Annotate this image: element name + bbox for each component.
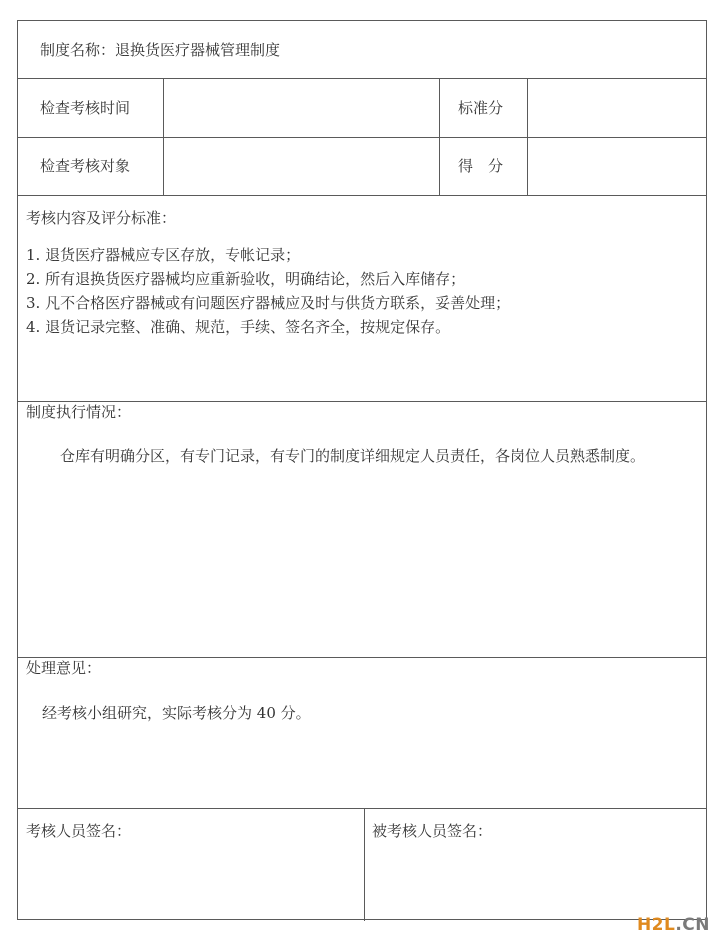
row-divider bbox=[18, 808, 706, 809]
column-divider bbox=[163, 78, 164, 195]
criteria-heading: 考核内容及评分标准： bbox=[26, 209, 177, 227]
assessment-form-table bbox=[17, 20, 707, 920]
check-time-label: 检查考核时间 bbox=[40, 99, 131, 117]
row-divider bbox=[18, 78, 706, 79]
column-divider bbox=[527, 78, 528, 195]
criteria-list bbox=[26, 243, 510, 339]
check-target-label: 检查考核对象 bbox=[40, 157, 131, 175]
standard-score-label: 标准分 bbox=[458, 99, 504, 117]
examiner-signature-label: 考核人员签名： bbox=[26, 822, 132, 840]
opinion-heading: 处理意见： bbox=[26, 659, 102, 677]
row-divider bbox=[18, 657, 706, 658]
column-divider bbox=[439, 78, 440, 195]
criteria-item: 3. 凡不合格医疗器械或有问题医疗器械应及时与供货方联系，妥善处理； bbox=[26, 294, 511, 312]
row-divider bbox=[18, 137, 706, 138]
criteria-item: 2. 所有退换货医疗器械均应重新验收，明确结论，然后入库储存； bbox=[26, 270, 466, 288]
execution-text: 仓库有明确分区，有专门记录，有专门的制度详细规定人员责任，各岗位人员熟悉制度。 bbox=[60, 447, 646, 465]
execution-heading: 制度执行情况： bbox=[26, 403, 132, 421]
examinee-signature-label: 被考核人员签名： bbox=[372, 822, 493, 840]
system-name: 制度名称：退换货医疗器械管理制度 bbox=[40, 41, 281, 59]
opinion-text: 经考核小组研究，实际考核分为 40 分。 bbox=[42, 704, 311, 722]
criteria-item: 1. 退货医疗器械应专区存放，专帐记录； bbox=[26, 246, 301, 264]
criteria-item: 4. 退货记录完整、准确、规范，手续、签名齐全，按规定保存。 bbox=[26, 318, 451, 336]
watermark-part-a: H2L bbox=[636, 915, 676, 935]
score-label: 得 分 bbox=[458, 157, 504, 175]
site-watermark bbox=[637, 915, 710, 935]
column-divider bbox=[364, 808, 365, 921]
watermark-part-b: .CN bbox=[675, 915, 710, 935]
row-divider bbox=[18, 195, 706, 196]
